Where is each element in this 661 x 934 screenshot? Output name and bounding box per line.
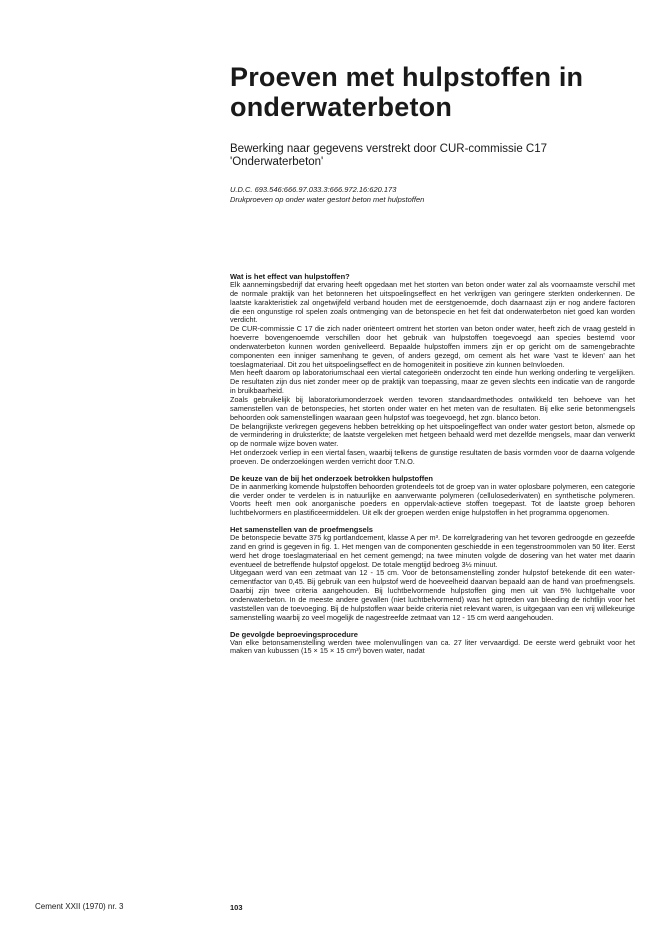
paragraph: Van elke betonsamenstelling werden twee molenvullingen van ca. 27 liter vervaardigd. De eerste werd gebruikt voor het maken van kubussen (15 × 15 × 15 cm³) boven water, nadat (230, 637, 635, 656)
article-title: Proeven met hulpstoffen in onderwaterbeton (230, 62, 584, 122)
article-subtitle: Bewerking naar gegevens verstrekt door CUR-commissie C17 'Onderwaterbeton' (230, 143, 548, 168)
section-heading: Het samenstellen van de proefmengsels (230, 525, 373, 535)
article-body (230, 272, 635, 663)
section-samenstellen (230, 525, 635, 622)
journal-footer: Cement XXII (1970) nr. 3 (35, 902, 124, 911)
paragraph: De belangrijkste verkregen gegevens hebben betrekking op het uitspoelingeffect van onder water gestort beton, alsmede op de vermindering in druksterkte; de laatste vergeleken met hetgeen behaald werd met dezelfde mengsels, maar dan verwerkt op de normale wijze boven water. (230, 421, 635, 449)
section-heading: Wat is het effect van hulpstoffen? (230, 272, 350, 281)
paragraph: Uitgegaan werd van een zetmaat van 12 - 15 cm. Voor de betonsamenstelling zonder hulpstof betekende dit een water-cementfactor van 0,45. Bij gebruik van een hulpstof werd de hoeveelheid daarvan bepaald aan de hand van proefmengsels. Daarbij zijn twee criteria aangehouden. Bij luchtbelvormende hulpstoffen ging men uit van 5% luchtgehalte voor onderwaterbeton. In de meeste andere gevallen (niet luchtbelvormend) was het optreden van bleeding de richtlijn voor het vaststellen van de toevoeging. Bij de hulpstoffen waar beide criteria niet relevant waren, is uitgegaan van een vrij willekeurige samenstelling waarbij zo veel mogelijk de nagestreefde zetmaat van 12 - 15 cm werd aangehouden. (230, 568, 635, 622)
paragraph: De in aanmerking komende hulpstoffen behoorden grotendeels tot de groep van in water oplosbare polymeren, een categorie die verder onder te verdelen is in natuurlijke en aanverwante polymeren (cellulosederivaten) en synthetische polymeren. Voorts heeft men ook anorganische poeders en oppervlak-actieve stoffen toegepast. Tot de laatste groep behoren luchtbelvormers en plastificeermiddelen. Uit elk der groepen werden enige hulpstoffen in het programma opgenomen. (230, 481, 635, 518)
paragraph: Men heeft daarom op laboratoriumschaal een viertal categorieën onderzocht ten einde hun werking onderling te vergelijken. De resultaten zijn dus niet zonder meer op de praktijk van toepassing, maar ze geven slechts een indicatie van de rangorde in bruikbaarheid. (230, 368, 635, 396)
udc-description: Drukproeven op onder water gestort beton met hulpstoffen (230, 195, 425, 204)
paragraph: Het onderzoek verliep in een viertal fasen, waarbij telkens de gunstige resultaten de basis vormden voor de daarna volgende proeven. De onderzoekingen werden verricht door T.N.O. (230, 448, 635, 466)
page-number: 103 (230, 903, 243, 912)
udc-block (230, 185, 630, 205)
paragraph: De CUR-commissie C 17 die zich nader oriënteert omtrent het storten van beton onder water, heeft zich de vraag gesteld in hoeverre bovengenoemde verschillen door het gebruik van hulpstoffen toegevoegd aan species bestemd voor onderwaterbeton kunnen worden genivelleerd. Bepaalde hulpstoffen immers zijn er op gericht om de samengebrachte componenten een inniger samenhang te geven, of anders gezegd, om cement als het ware 'vast te kleven' aan het toeslagmateriaal. Dit zou het uitspoelingseffect en de homogeniteit in positieve zin kunnen beïnvloeden. (230, 324, 635, 369)
udc-code: U.D.C. 693.546:666.97.033.3:666.972.16:620.173 (230, 185, 397, 194)
section-keuze (230, 474, 635, 518)
section-procedure (230, 630, 635, 657)
paragraph: De betonspecie bevatte 375 kg portlandcement, klasse A per m³. De korrelgradering van het tevoren gedroogde en gezeefde zand en grind is gegeven in fig. 1. Het mengen van de componenten geschiedde in een tegenstroommolen van 50 liter. Eerst werd het droge toeslagmateriaal en het cement gemengd; na twee minuten volgde de dosering van het water met daarin eventueel de betreffende hulpstof opgelost. De totale mengtijd bedroeg 3½ minuut. (230, 533, 635, 569)
section-heading: De keuze van de bij het onderzoek betrokken hulpstoffen (230, 473, 433, 483)
paragraph: Elk aannemingsbedrijf dat ervaring heeft opgedaan met het storten van beton onder water zal als voornaamste verschil met de normale praktijk van het betonneren het uitspoelingseffect en het verkrijgen van geringere sterkten onderkennen. De laatste karakteristiek zal ongetwijfeld verband houden met de eerstgenoemde, doch daarnaast zijn er nog andere factoren die een ongunstige rol spelen zoals ontmenging van de betonspecie en het feit dat onderwaterbeton niet goed kan worden verdicht. (230, 280, 635, 325)
section-heading: De gevolgde beproevingsprocedure (230, 629, 358, 639)
paragraph: Zoals gebruikelijk bij laboratoriumonderzoek werden tevoren standaardmethodes ontwikkeld ten behoeve van het samenstellen van de betonspecies, het storten onder water en het meten van de resultaten. Bij elke serie betonmengsels behoorden ook samenstellingen waaraan geen hulpstof was toegevoegd, het zgn. blanco beton. (230, 394, 635, 422)
section-effect (230, 272, 635, 467)
